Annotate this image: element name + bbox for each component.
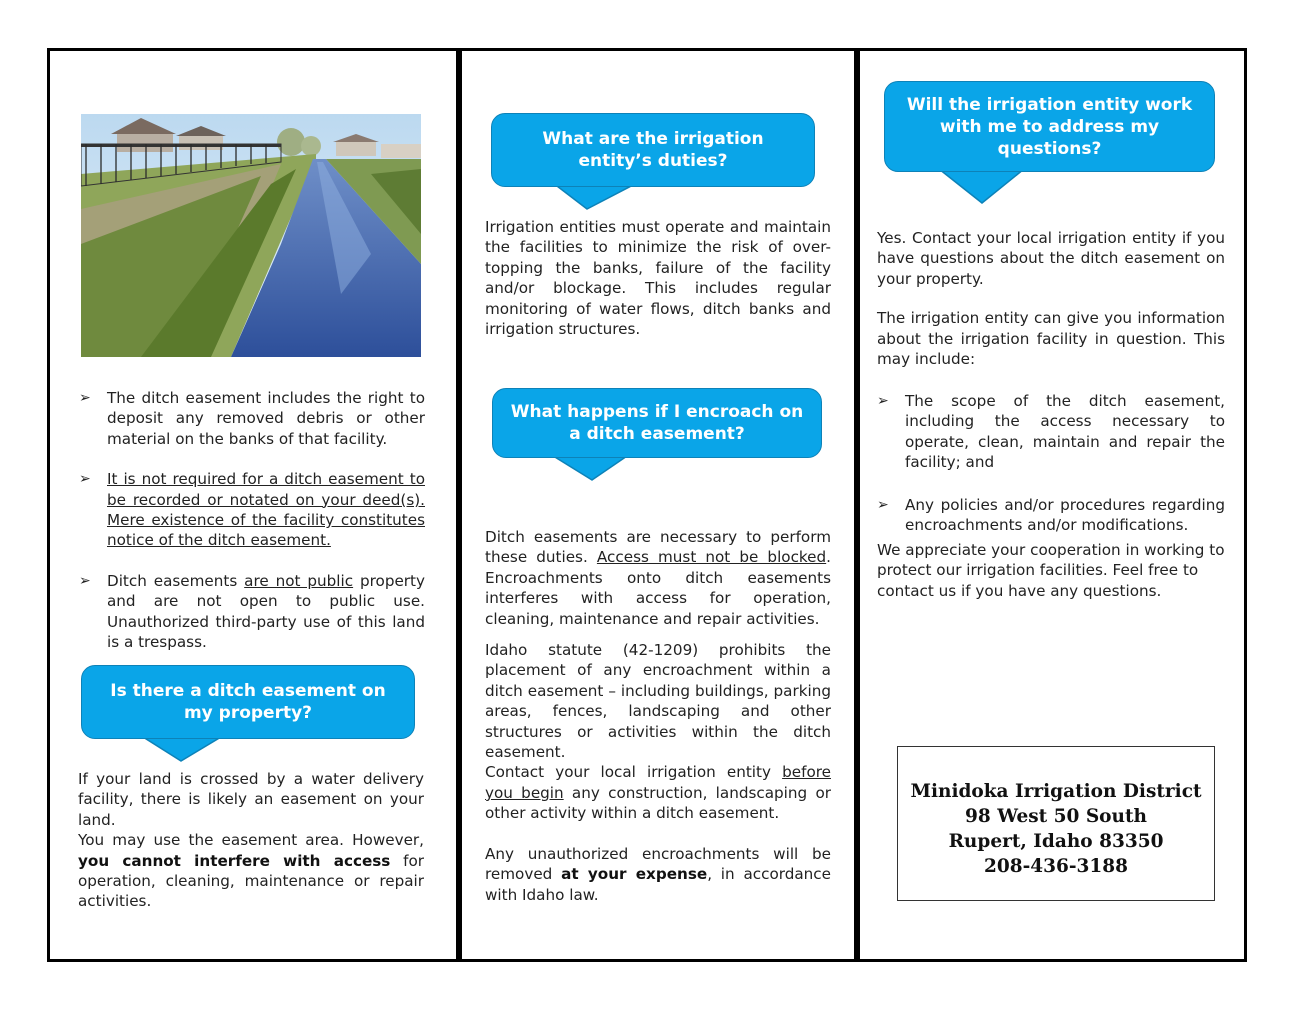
district-name: Minidoka Irrigation District <box>910 781 1202 802</box>
list-item: ➢ The scope of the ditch easement, including the access necessary to operate, clean, maintain and repair the facility; and <box>877 392 1225 472</box>
street-address: 98 West 50 South <box>965 806 1147 827</box>
district-address-box <box>897 746 1215 901</box>
arrow-bullet-icon: ➢ <box>877 393 889 409</box>
list-item: ➢ Any policies and/or procedures regarding encroachments and/or modifications. <box>877 495 1225 535</box>
list-item: ➢ The ditch easement includes the right to deposit any removed debris or other material on the banks of that facility. <box>79 389 425 448</box>
arrow-bullet-icon: ➢ <box>79 471 91 488</box>
callout-encroach-question: What happens if I encroach on a ditch easement? <box>492 388 822 483</box>
callout-work-with-me-question: Will the irrigation entity work with me to address my questions? <box>884 81 1215 207</box>
easement-facts-list <box>79 388 425 652</box>
list-item: ➢ Ditch easements are not public property and are not open to public use. Unauthorized third-party use of this land is a trespass. <box>79 571 425 652</box>
phone-number: 208-436-3188 <box>983 856 1129 877</box>
irrigation-ditch-photo <box>81 114 421 357</box>
city-state-zip: Rupert, Idaho 83350 <box>948 831 1164 852</box>
info-list <box>877 391 1225 535</box>
callout-ditch-easement-question: Is there a ditch easement on my property? <box>81 665 415 765</box>
appreciation-paragraph: We appreciate your cooperation in working to protect our irrigation facilities. Feel free to contact us if you have any questions. <box>877 541 1225 600</box>
list-item: ➢ It is not required for a ditch easement to be recorded or notated on your deed(s). Mere existence of the facility constitutes notice of the ditch easement. <box>79 470 425 550</box>
callout-entity-duties: What are the irrigation entity’s duties? <box>491 113 815 213</box>
contact-paragraph: Yes. Contact your local irrigation entity if you have questions about the ditch easement on your property. The irrigation entity can give you information about the irrigation facility in question. This may include: <box>877 229 1225 369</box>
arrow-bullet-icon: ➢ <box>877 496 889 513</box>
easement-explanation: If your land is crossed by a water delivery facility, there is likely an easement on your land. You may use the easement area. However, you cannot interfere with access for operation, cleaning, maintenance or repair activities. <box>78 770 424 911</box>
encroachment-explanation: Ditch easements are necessary to perform these duties. Access must not be blocked. Encroachments onto ditch easements interferes with access for operation, cleaning, maintenance and repair activities. Idaho statute (42-1209) prohibits the placement of any encroachment within a ditch easement – including buildings, parking areas, fences, landscaping and other structures or activities within the ditch easement. Contact your local irrigation entity before you begin any construction, landscaping or other activity within a ditch easement. Any unauthorized encroachments will be removed at your expense, in accordance with Idaho law. <box>485 528 831 904</box>
arrow-bullet-icon: ➢ <box>79 572 91 589</box>
duties-paragraph: Irrigation entities must operate and maintain the facilities to minimize the risk of over-topping the banks, failure of the facility and/or blockage. This includes regular monitoring of water flows, ditch banks and irrigation structures. <box>485 218 831 339</box>
arrow-bullet-icon: ➢ <box>79 390 91 406</box>
